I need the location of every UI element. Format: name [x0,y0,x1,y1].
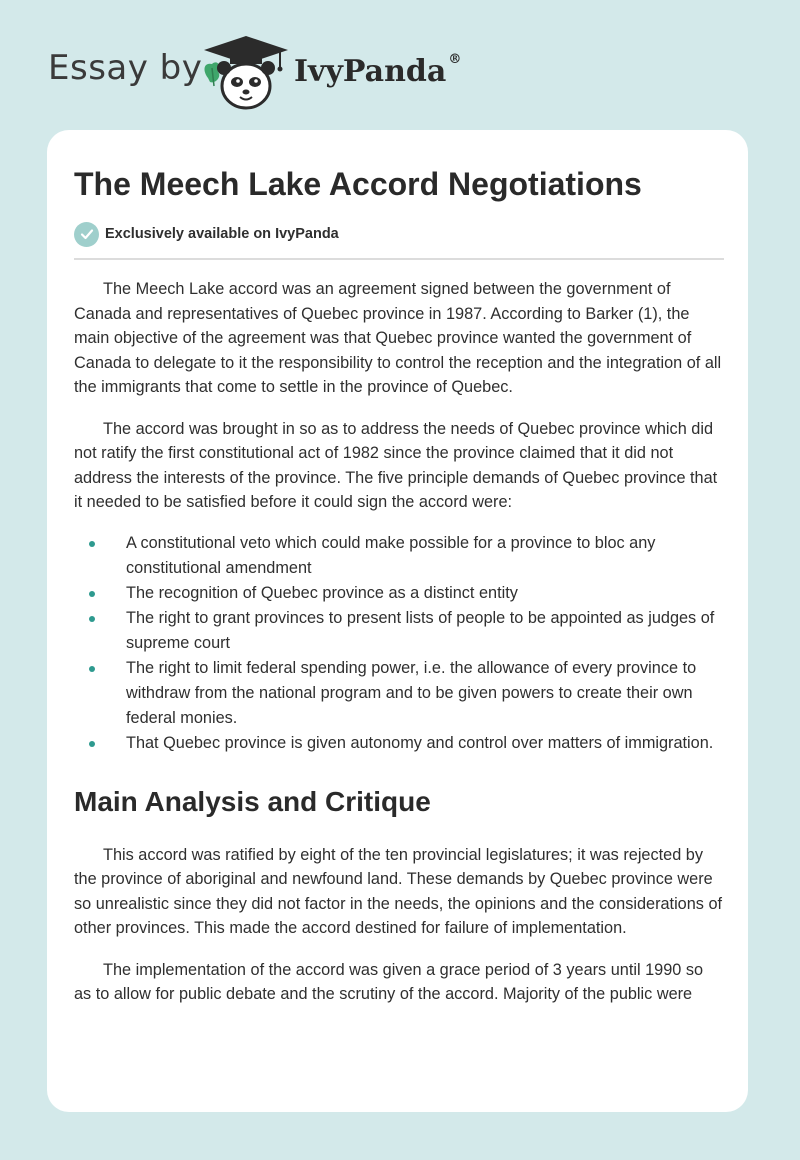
page-title: The Meech Lake Accord Negotiations [74,166,642,202]
check-circle-icon [74,222,99,247]
exclusive-badge [74,220,724,248]
section-heading: Main Analysis and Critique [74,785,431,817]
brand-text: IvyPanda [294,54,447,89]
essay-by-label: Essay by [48,48,203,88]
list-item: The right to grant provinces to present lists of people to be appointed as judges of supreme court [74,606,724,656]
trademark-symbol: ® [448,52,462,67]
brand-name[interactable] [294,54,461,89]
site-header [0,0,800,120]
list-item: That Quebec province is given autonomy and control over matters of immigration. [74,731,724,756]
divider [74,258,724,260]
essay-card [47,130,748,1112]
paragraph-analysis-1: This accord was ratified by eight of the ten provincial legislatures; it was rejected by the province of aboriginal and newfound land. These demands by Quebec province were so unrealistic since they did not factor in the needs, the opinions and the considerations of other provinces. This made the accord destined for failure of implementation. [74,845,723,937]
panda-graduate-logo-icon [200,34,292,112]
list-item: The recognition of Quebec province as a distinct entity [74,581,724,606]
list-item: A constitutional veto which could make possible for a province to bloc any constitutional amendment [74,531,724,581]
paragraph-intro-2: The accord was brought in so as to address the needs of Quebec province which did not ratify the first constitutional act of 1982 since the province claimed that it did not address the interests of the province. The five principle demands of Quebec province that it needed to be satisfied before it could sign the accord were: [74,419,718,511]
demands-list [74,531,724,756]
paragraph-analysis-2: The implementation of the accord was given a grace period of 3 years until 1990 so as to allow for public debate and the scrutiny of the accord. Majority of the public were [74,960,704,1003]
badge-text: Exclusively available on IvyPanda [105,226,339,242]
essay-content [74,162,724,1007]
list-item: The right to limit federal spending power, i.e. the allowance of every province to withdraw from the national program and to be given powers to create their own federal monies. [74,656,724,731]
paragraph-intro-1: The Meech Lake accord was an agreement signed between the government of Canada and representatives of Quebec province in 1987. According to Barker (1), the main objective of the agreement was that Quebec province wanted the government of Canada to delegate to it the responsibility to control the reception and the integration of all the immigrants that come to settle in the province of Quebec. [74,280,722,396]
